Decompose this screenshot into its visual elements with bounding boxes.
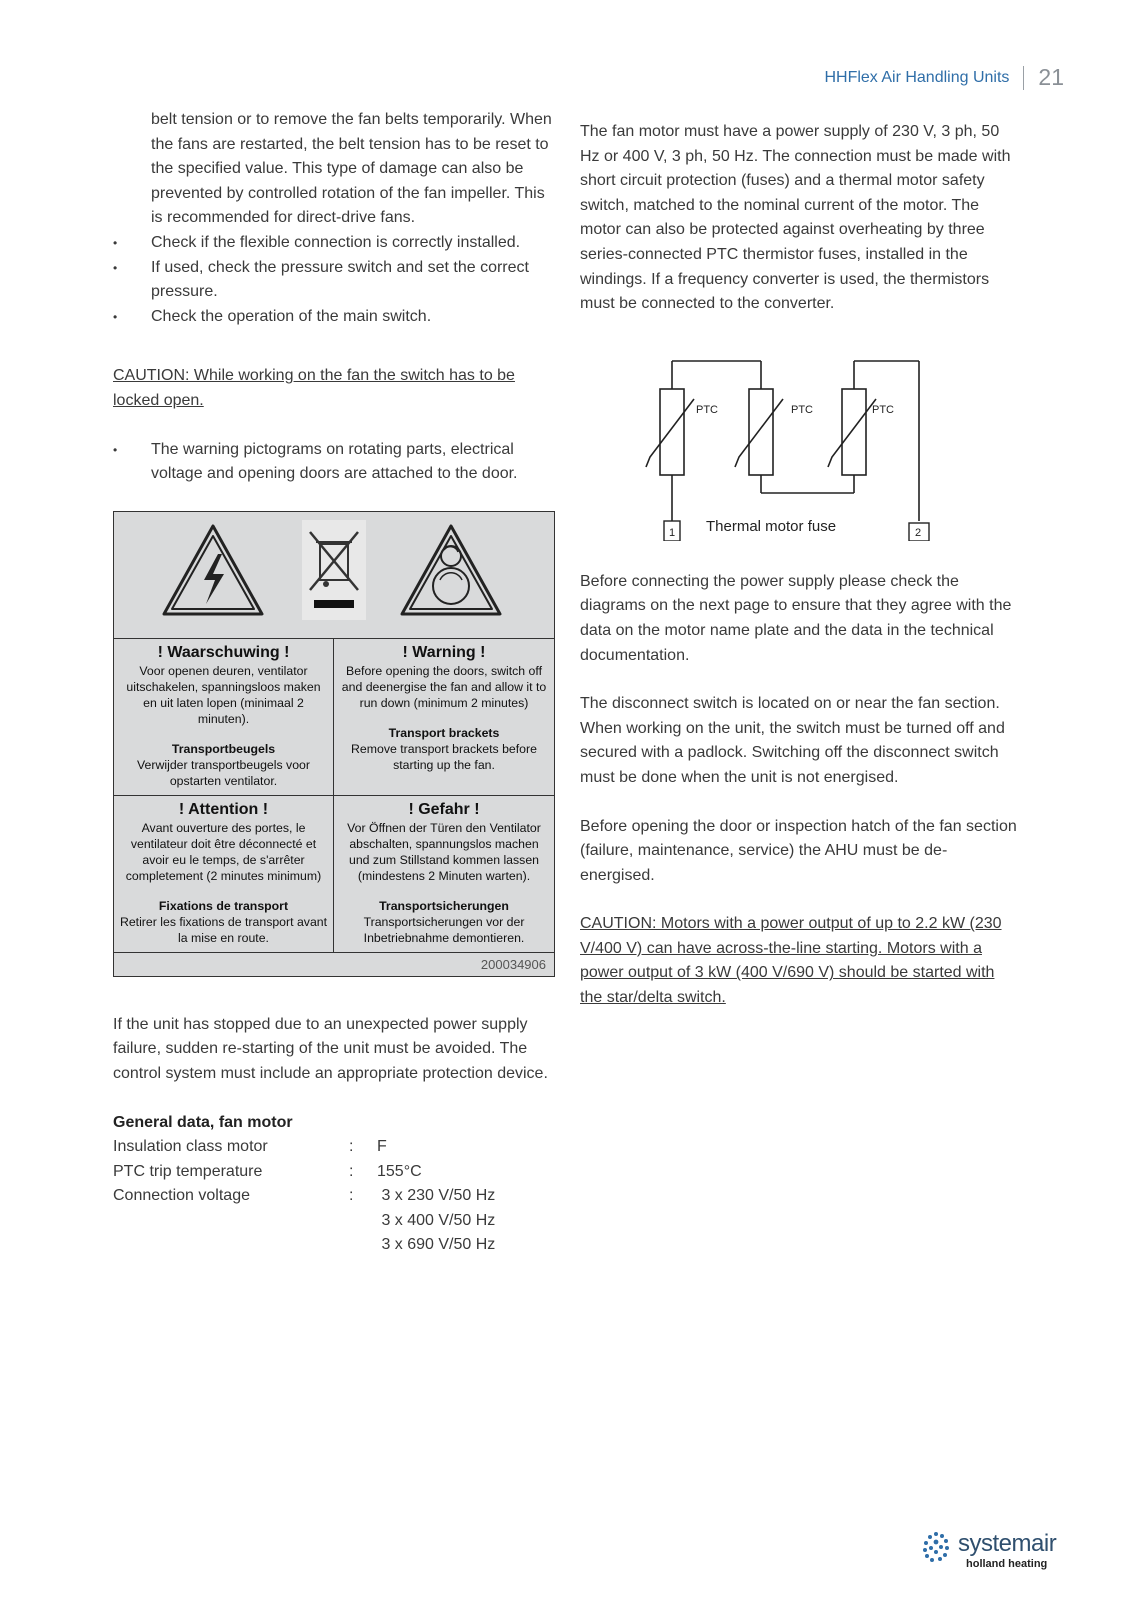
data-value: 3 x 690 V/50 Hz bbox=[377, 1236, 496, 1254]
general-data-title: General data, fan motor bbox=[113, 1113, 293, 1131]
data-value: 3 x 400 V/50 Hz bbox=[377, 1211, 496, 1229]
warning-cell-french: ! Attention ! Avant ouverture des portes, le ventilateur doit être déconnecté et avoir eu le temps, de s'arrêter completement (2 minutes minimum) Fixations de transport Retirer les fixations de transport avant la mise en route. bbox=[114, 796, 334, 953]
warning-label bbox=[113, 511, 555, 977]
data-colon: : bbox=[349, 1162, 354, 1180]
list-item: • Check the operation of the main switch. bbox=[113, 305, 553, 330]
page-number: 21 bbox=[1038, 64, 1064, 90]
warning-cell-dutch: ! Waarschuwing ! Voor openen deuren, ventilator uitschakelen, spanningsloos maken en uit laten lopen (minimaal 2 minuten). Transportbeugels Verwijder transportbeugels voor opstarten ventilator. bbox=[114, 639, 334, 796]
data-label: PTC trip temperature bbox=[113, 1162, 263, 1180]
data-label bbox=[113, 1209, 349, 1234]
continued-paragraph: belt tension or to remove the fan belts temporarily. When the fans are restarted, the belt tension has to be reset to the specified value. This type of damage can also be prevented by controlled rotation of the fan impeller. This is recommended for direct-drive fans. bbox=[151, 111, 552, 227]
document-title: HHFlex Air Handling Units bbox=[824, 68, 1010, 86]
data-value: 3 x 230 V/50 Hz bbox=[377, 1187, 496, 1205]
electric-hazard-icon bbox=[158, 520, 268, 620]
diagram-caption: Thermal motor fuse bbox=[706, 517, 837, 535]
data-colon: : bbox=[349, 1187, 354, 1205]
ptc-label: PTC bbox=[696, 403, 718, 416]
left-column bbox=[113, 108, 553, 1258]
caution-switch: CAUTION: While working on the fan the switch has to be locked open. bbox=[113, 367, 515, 409]
terminal-2-label: 2 bbox=[915, 526, 922, 539]
data-colon bbox=[349, 1233, 377, 1258]
data-colon bbox=[349, 1209, 377, 1234]
data-label: Connection voltage bbox=[113, 1187, 250, 1205]
data-label bbox=[113, 1233, 349, 1258]
motor-supply-paragraph: The fan motor must have a power supply of 230 V, 3 ph, 50 Hz or 400 V, 3 ph, 50 Hz. The connection must be made with short circuit protection (fuses) and a thermal motor safety switch, matched to the nominal current of the motor. The motor can also be protected against overheating by three series-connected PTC thermistor fuses, installed in the windings. If a frequency converter is used, the thermistors must be connected to the converter. bbox=[580, 123, 1011, 313]
logo-subtext: holland heating bbox=[966, 1558, 1048, 1570]
warning-cell-german: ! Gefahr ! Vor Öffnen der Türen den Ventilator abschalten, spannungslos machen und zum Stillstand kommen lassen (mindestens 2 Minuten warten). Transportsicherungen Transportsicherungen vor der Inbetriebnahme demontieren. bbox=[334, 796, 554, 953]
terminal-1-label: 1 bbox=[669, 526, 676, 539]
door-paragraph: Before opening the door or inspection hatch of the fan section (failure, maintenance, service) the AHU must be de-energised. bbox=[580, 817, 1017, 884]
header-divider bbox=[1023, 66, 1024, 90]
caution-motors: CAUTION: Motors with a power output of up to 2.2 kW (230 V/400 V) can have across-the-line starting. Motors with a power output of 3 kW (400 V/690 V) should be started with the star/delta switch. bbox=[580, 915, 1002, 1007]
systemair-logo bbox=[922, 1528, 1072, 1572]
logo-text: systemair bbox=[958, 1530, 1057, 1557]
check-diagrams-paragraph: Before connecting the power supply please check the diagrams on the next page to ensure that they agree with the data on the motor name plate and the data in the technical documentation. bbox=[580, 572, 1012, 664]
list-item: • If used, check the pressure switch and set the correct pressure. bbox=[113, 256, 553, 305]
pictogram-row bbox=[114, 512, 554, 639]
data-value: F bbox=[377, 1138, 387, 1156]
page-header bbox=[824, 64, 1064, 91]
right-column bbox=[580, 120, 1020, 1011]
thermal-fuse-diagram bbox=[580, 341, 1020, 541]
data-label: Insulation class motor bbox=[113, 1138, 268, 1156]
label-code: 200034906 bbox=[480, 956, 546, 972]
list-item-pictograms: • The warning pictograms on rotating parts, electrical voltage and opening doors are attached to the door. bbox=[113, 438, 553, 487]
warning-cell-english: ! Warning ! Before opening the doors, switch off and deenergise the fan and allow it to run down (minimum 2 minutes) Transport brackets Remove transport brackets before starting up the fan. bbox=[334, 639, 554, 796]
rotating-parts-icon bbox=[396, 520, 506, 620]
ptc-label: PTC bbox=[872, 403, 894, 416]
ptc-label: PTC bbox=[791, 403, 813, 416]
data-colon: : bbox=[349, 1138, 354, 1156]
data-value: 155°C bbox=[377, 1162, 422, 1180]
list-item: • Check if the flexible connection is correctly installed. bbox=[113, 231, 553, 256]
waste-bin-crossed-icon bbox=[302, 520, 366, 620]
power-failure-paragraph: If the unit has stopped due to an unexpected power supply failure, sudden re-starting of the unit must be avoided. The control system must include an appropriate protection device. bbox=[113, 1015, 548, 1082]
general-data-table bbox=[113, 1135, 553, 1258]
disconnect-switch-paragraph: The disconnect switch is located on or near the fan section. When working on the unit, the switch must be turned off and secured with a padlock. Switching off the disconnect switch must be done when the unit is not energised. bbox=[580, 695, 1005, 786]
